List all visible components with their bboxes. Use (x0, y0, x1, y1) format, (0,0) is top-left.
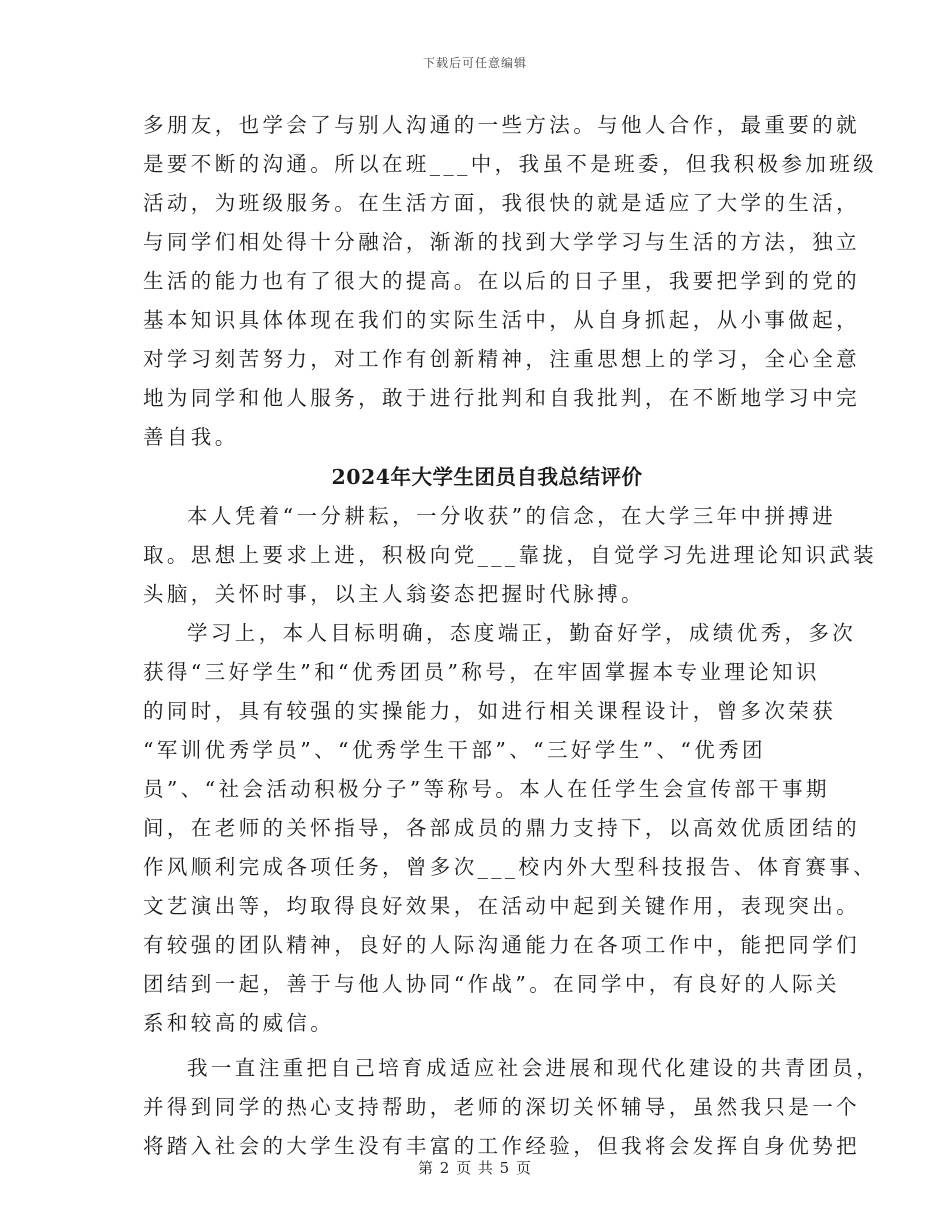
text-line: 获得“三好学生”和“优秀团员”称号，在牢固掌握本专业理论知识 (143, 660, 820, 684)
text-line: 头脑，关怀时事，以主人翁姿态把握时代脉搏。 (143, 582, 645, 606)
text-line: 作风顺利完成各项任务，曾多次___校内外大型科技报告、体育赛事、 (143, 855, 878, 879)
text-line: 系和较高的威信。 (143, 1011, 335, 1035)
page-header: 下载后可任意编辑 (422, 56, 527, 70)
text-line: 将踏入社会的大学生没有丰富的工作经验，但我将会发挥自身优势把 (143, 1134, 860, 1158)
text-line: 活动，为班级服务。在生活方面，我很快的就是适应了大学的生活， (143, 191, 860, 215)
text-line: 与同学们相处得十分融洽，渐渐的找到大学学习与生活的方法，独立 (143, 230, 860, 254)
section-title: 2024年大学生团员自我总结评价 (331, 465, 643, 489)
text-line: 取。思想上要求上进，积极向党___靠拢，自觉学习先进理论知识武装 (143, 543, 878, 567)
text-line: 的同时，具有较强的实操能力，如进行相关课程设计，曾多次荣获 (143, 699, 837, 723)
text-line: 多朋友，也学会了与别人沟通的一些方法。与他人合作，最重要的就 (143, 113, 860, 137)
document-body (143, 106, 881, 1166)
text-line: 有较强的团队精神，良好的人际沟通能力在各项工作中，能把同学们 (143, 933, 860, 957)
text-line: 生活的能力也有了很大的提高。在以后的日子里，我要把学到的党的 (143, 269, 860, 293)
text-line: “军训优秀学员”、“优秀学生干部”、“三好学生”、“优秀团 (143, 738, 766, 762)
page-number: 第 2 页 共 5 页 (418, 1159, 532, 1177)
text-line: 对学习刻苦努力，对工作有创新精神，注重思想上的学习，全心全意 (143, 347, 860, 371)
paragraph-continued (143, 106, 878, 457)
text-line: 间，在老师的关怀指导，各部成员的鼎力支持下，以高效优质团结的 (143, 816, 860, 840)
paragraph-study (143, 614, 878, 1043)
text-line: 并得到同学的热心支持帮助，老师的深切关怀辅导，虽然我只是一个 (143, 1095, 860, 1119)
text-line: 善自我。 (143, 425, 239, 449)
text-line: 地为同学和他人服务，敢于进行批判和自我批判，在不断地学习中完 (143, 386, 860, 410)
text-line: 文艺演出等，均取得良好效果，在活动中起到关键作用，表现突出。 (143, 894, 860, 918)
text-line: 基本知识具体体现在我们的实际生活中，从自身抓起，从小事做起， (143, 308, 860, 332)
text-line: 员”、“社会活动积极分子”等称号。本人在任学生会宣传部干事期 (143, 777, 830, 801)
paragraph-closing (143, 1049, 881, 1166)
text-line: 团结到一起，善于与他人协同“作战”。在同学中，有良好的人际关 (143, 972, 840, 996)
text-line: 是要不断的沟通。所以在班___中，我虽不是班委，但我积极参加班级 (143, 152, 878, 176)
text-line: 我一直注重把自己培育成适应社会进展和现代化建设的共青团员， (187, 1056, 881, 1080)
text-line: 本人凭着“一分耕耘，一分收获”的信念，在大学三年中拼搏进 (187, 504, 837, 528)
text-line: 学习上，本人目标明确，态度端正，勤奋好学，成绩优秀，多次 (187, 621, 857, 645)
paragraph-intro (143, 497, 878, 614)
